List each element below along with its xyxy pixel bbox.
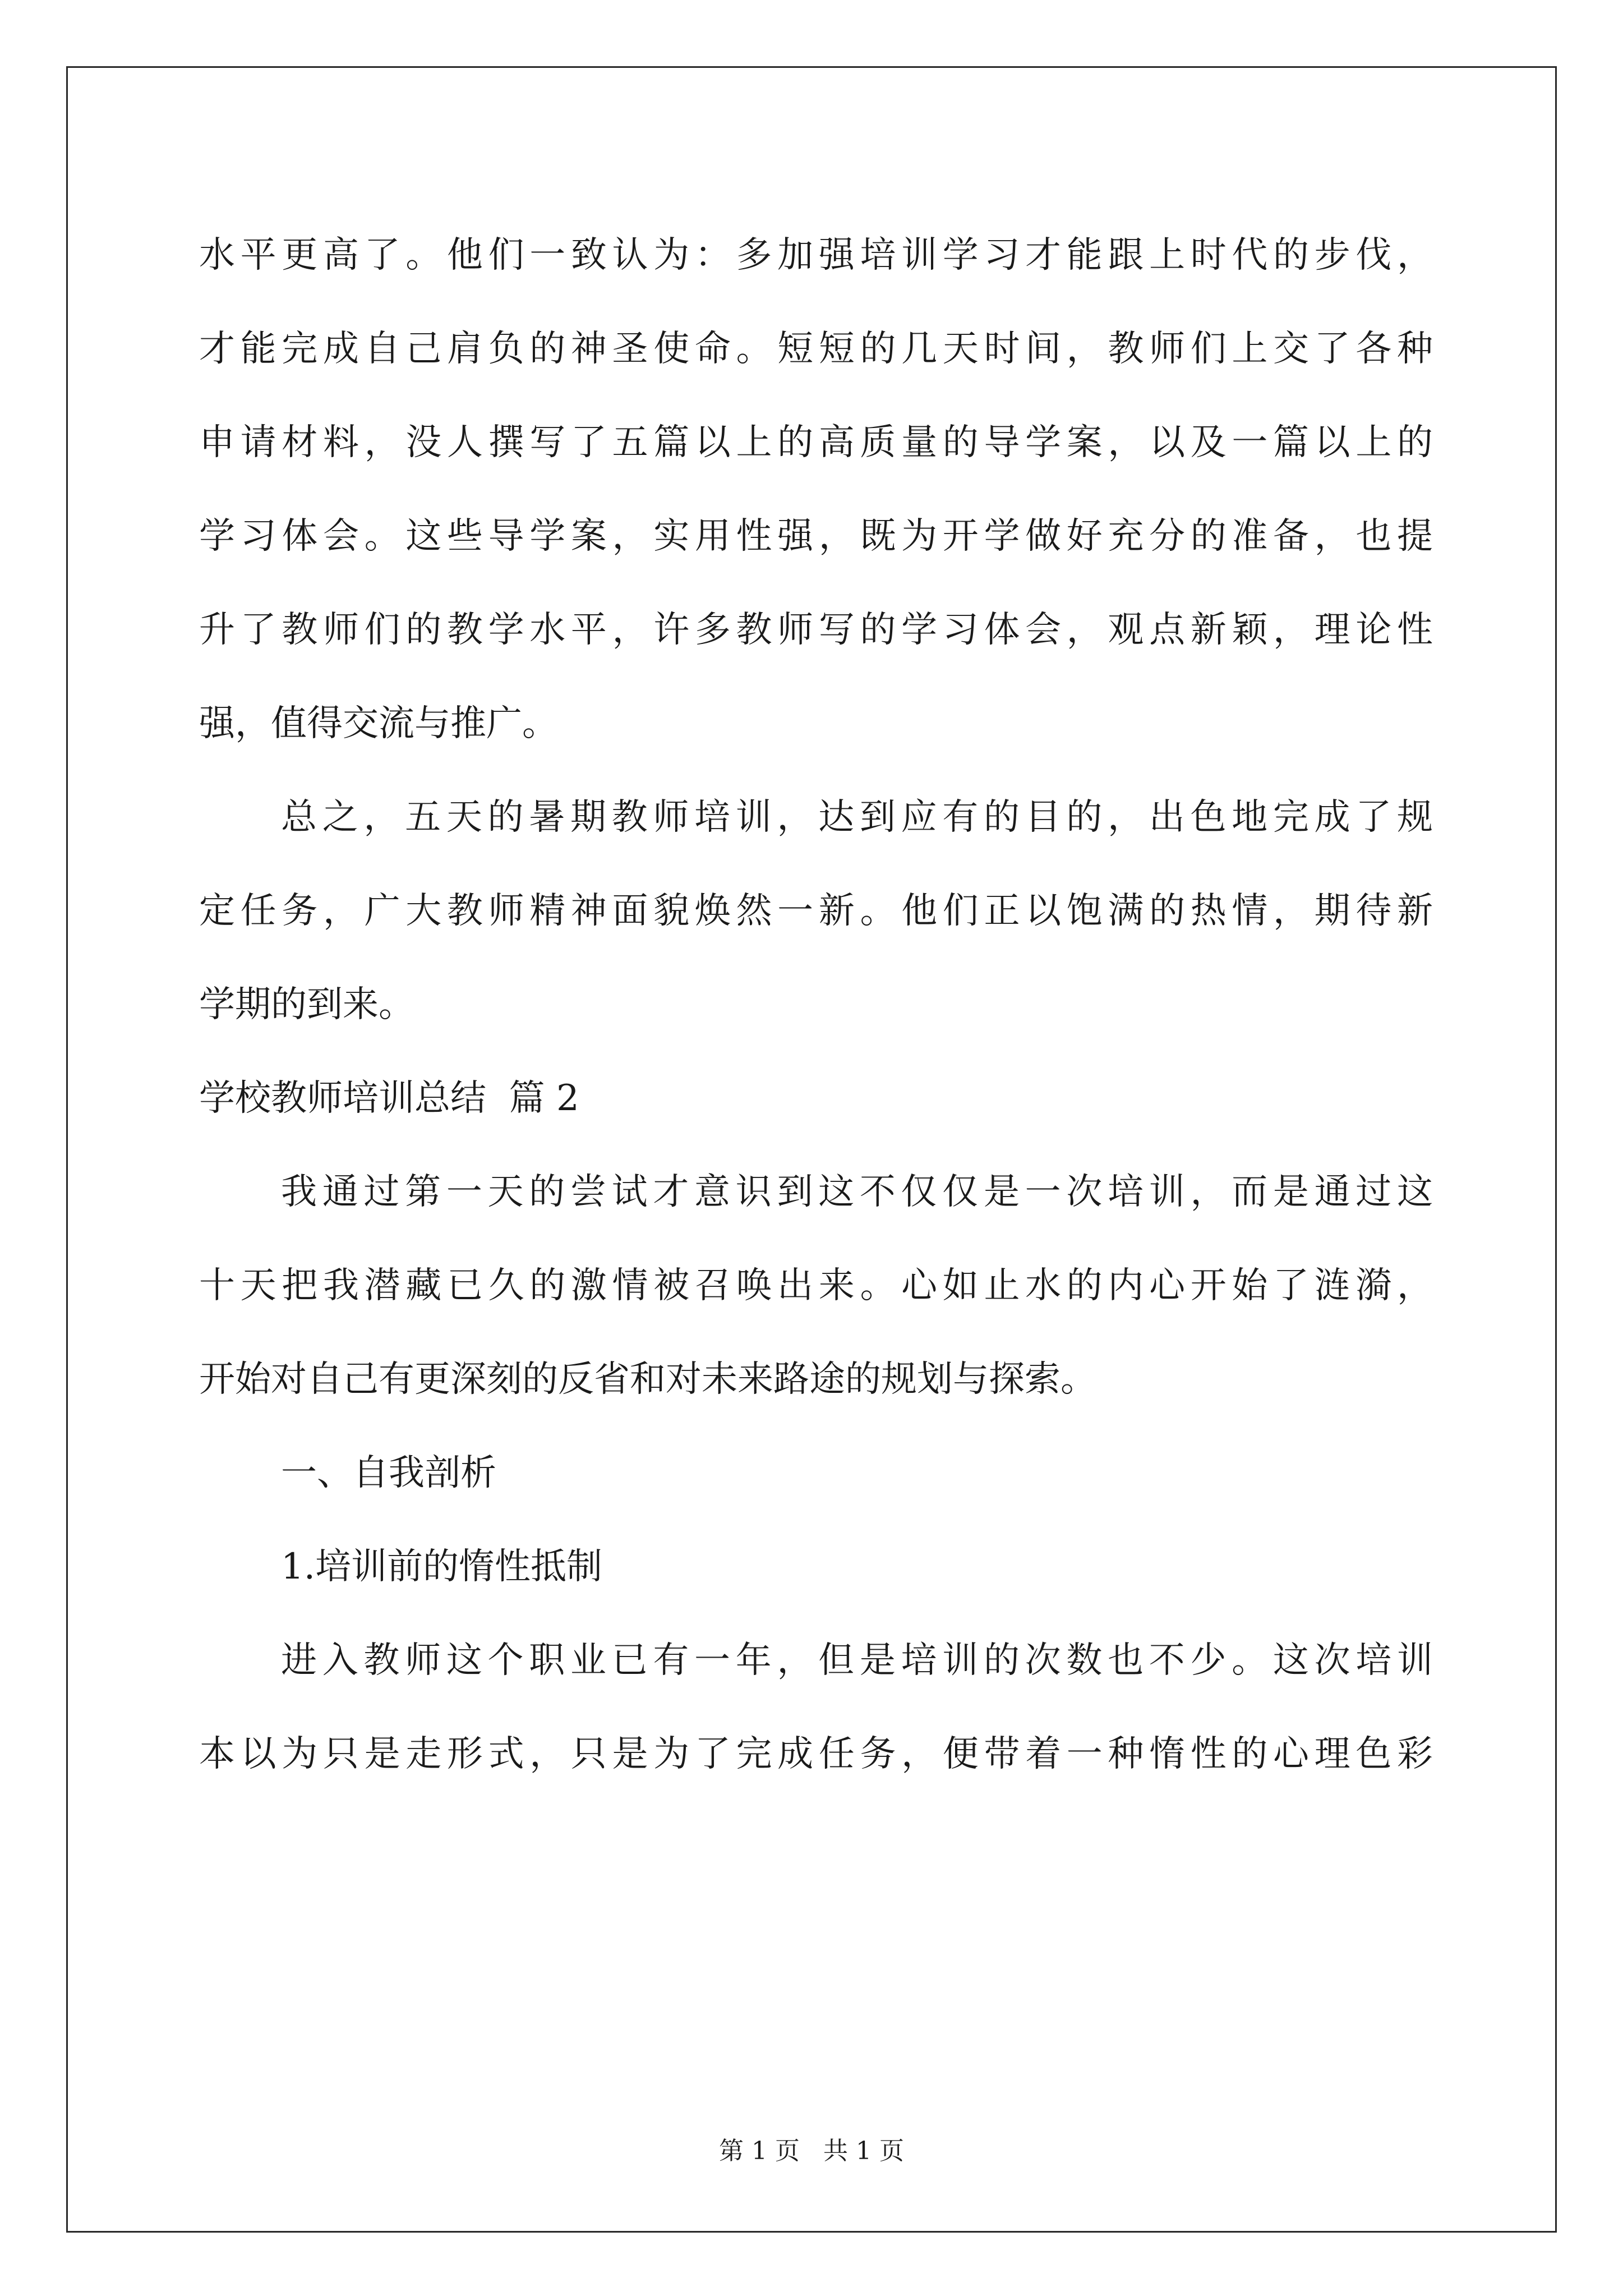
text-line: 申请材料，没人撰写了五篇以上的高质量的导学案，以及一篇以上的 <box>199 422 1433 463</box>
page-footer: 第 1 页 共 1 页 <box>719 2137 904 2165</box>
text-line: 开始对自己有更深刻的反省和对未来路途的规划与探索。 <box>199 1359 1096 1400</box>
text-line: 进入教师这个职业已有一年，但是培训的次数也不少。这次培训 <box>281 1640 1433 1681</box>
text-line: 学期的到来。 <box>199 984 414 1025</box>
text-line: 我通过第一天的尝试才意识到这不仅仅是一次培训，而是通过这 <box>281 1171 1433 1213</box>
section-heading: 学校教师培训总结 篇 2 <box>199 1078 579 1119</box>
text-line: 十天把我潜藏已久的激情被召唤出来。心如止水的内心开始了涟漪， <box>199 1265 1433 1306</box>
text-line: 升了教师们的教学水平，许多教师写的学习体会，观点新颖，理论性 <box>199 609 1433 651</box>
subheading: 一、自我剖析 <box>281 1452 496 1494</box>
text-line: 才能完成自己肩负的神圣使命。短短的几天时间，教师们上交了各种 <box>199 328 1433 370</box>
text-line: 本以为只是走形式，只是为了完成任务，便带着一种惰性的心理色彩 <box>199 1733 1433 1775</box>
text-line: 水平更高了。他们一致认为：多加强培训学习才能跟上时代的步伐， <box>199 234 1433 276</box>
text-line: 定任务，广大教师精神面貌焕然一新。他们正以饱满的热情，期待新 <box>199 890 1433 932</box>
text-line: 总之，五天的暑期教师培训，达到应有的目的，出色地完成了规 <box>281 797 1433 838</box>
text-line: 强，值得交流与推广。 <box>199 703 558 744</box>
text-line: 学习体会。这些导学案，实用性强，既为开学做好充分的准备，也提 <box>199 516 1433 557</box>
subheading: 1.培训前的惰性抵制 <box>281 1546 603 1588</box>
document-body <box>199 209 1433 1801</box>
